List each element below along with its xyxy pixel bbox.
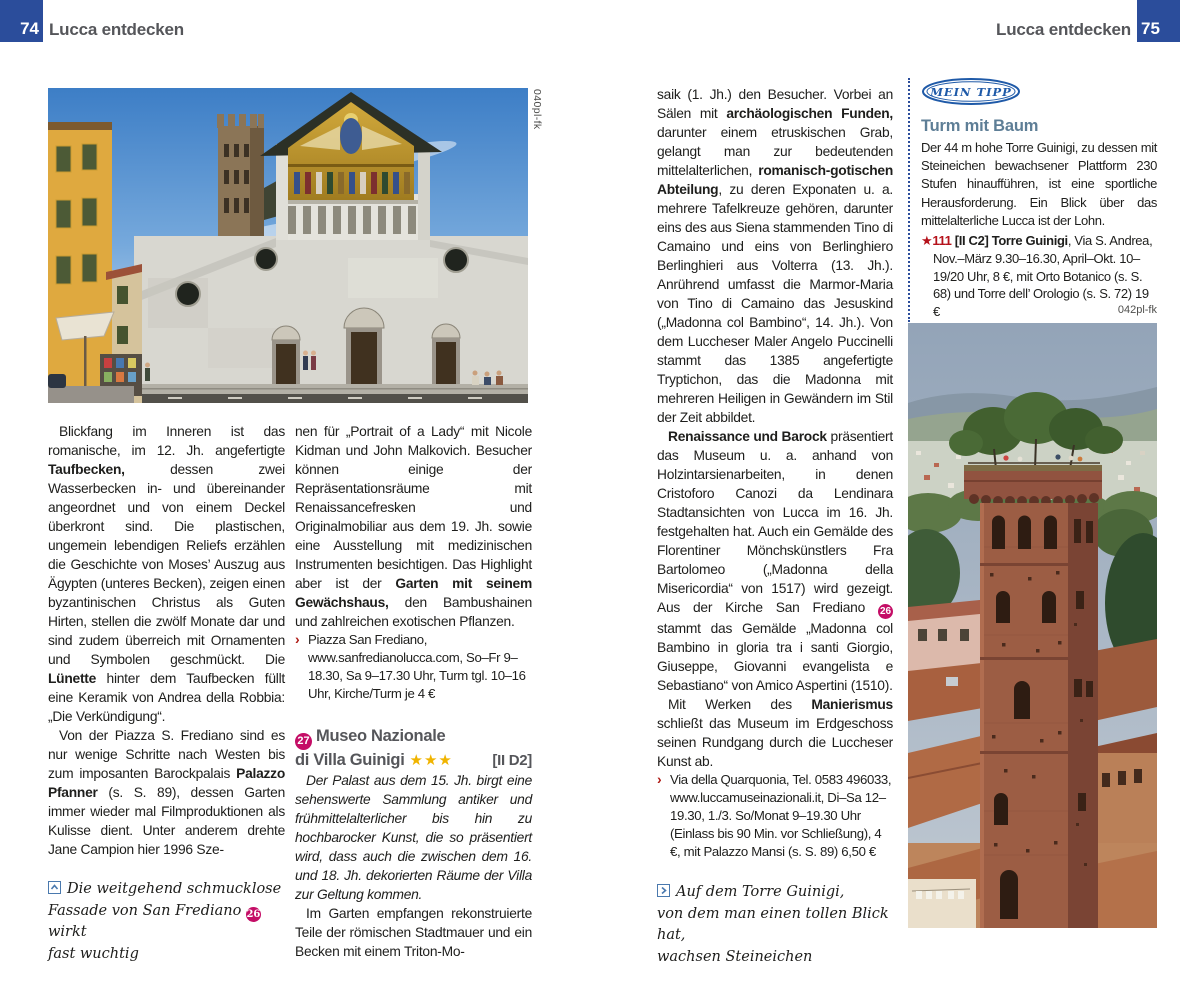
paragraph: Mit Werken des Manierismus schließt das Museum im Erdgeschoss seinen Rundgang durch die Luccheser Kunst ab. bbox=[657, 697, 893, 769]
right-page-number-box bbox=[1137, 0, 1180, 42]
right-column-1 bbox=[657, 85, 893, 861]
sight-heading bbox=[295, 726, 532, 771]
sight-heading-line1: 27 Museo Nazionale bbox=[295, 726, 532, 750]
left-column-1 bbox=[48, 422, 285, 859]
paragraph: Blickfang im Inneren ist das romanische, im 12. Jh. angefertigte Taufbecken, dessen zwei Wasserbecken in- und übereinander angeordnet und von einem Deckel überkront sind. Die plastischen, ungemein lebendigen Reliefs erzählen die Geschichte von Moses’ Auszug aus Ägypten (unteres Becken), zeigen einen byzantinischen Christus als Guten Hirten, stellen die zwölf Monate dar und sind zudem überreich mit Ornamenten und Symbolen geschmückt. Die Lünette hinter dem Taufbecken füllt eine Keramik von Andrea della Robbia: „Die Verkündigung“. bbox=[48, 424, 285, 724]
left-page-number: 74 bbox=[20, 19, 39, 38]
san-frediano-photo bbox=[48, 88, 528, 403]
right-running-title: Lucca entdecken bbox=[996, 20, 1131, 39]
left-page-number-box bbox=[0, 0, 43, 42]
sight-number-badge: 27 bbox=[295, 733, 312, 750]
left-running-title: Lucca entdecken bbox=[49, 20, 184, 39]
info-bullet-icon: › bbox=[657, 771, 662, 787]
left-photo-credit: 040pl-fk bbox=[531, 89, 543, 130]
info-text: Via della Quarquonia, Tel. 0583 496033, www.luccamuseinazionali.it, Di–Sa 12–19.30, 1./3. So/Monat 9–19.30 Uhr (Einlass bis 90 Min. vor Schließung), 4 €, mit Palazzo Mansi (s. S. 89) 6,50 € bbox=[670, 772, 892, 859]
chevron-right-icon bbox=[657, 884, 670, 897]
torre-guinigi-photo bbox=[908, 323, 1157, 928]
left-column-2 bbox=[295, 422, 532, 961]
chevron-up-icon bbox=[48, 881, 61, 894]
paragraph: saik (1. Jh.) den Besucher. Vorbei an Sälen mit archäologischen Funden, darunter einem etruskischen Grab, gelangt man zur bedeutenden mittelalterlichen, romanisch-gotischen Abteilung, zu deren Exponaten u. a. mehrere Tafelkreuze gehören, darunter eins des aus Siena stammenden Tino di Camaino und eins von Berlinghiero Berlinghieri aus Volterra (13. Jh.). Anrührend umfasst die Marmor-Maria von Tino di Camaino das Jesuskind („Madonna col Bambino“, 14. Jh.). Von dem Luccheser Maler Angelo Puccinelli stammt das 1385 angefertigte Tryptichon, das die Madonna mit mehreren Heiligen in Gewändern im Stil der Zeit abbildet. bbox=[657, 87, 893, 425]
info-entry bbox=[295, 631, 532, 703]
caption-text: Die weitgehend schmucklose Fassade von San Frediano 26 wirkt fast wuchtig bbox=[48, 881, 282, 962]
reference-badge: 26 bbox=[879, 606, 892, 617]
rating-stars: ★★★ bbox=[409, 752, 453, 769]
reference-badge: 26 bbox=[246, 908, 261, 920]
tip-info-entry: ★111 [II C2] Torre Guinigi, Via S. Andrea, Nov.–März 9.30–16.30, April–Okt. 10–19/20 Uhr, 8 €, mit Orto Botanico (s. S. 68) und Torre dell’ Orologio (s. S. 72) 19 € bbox=[921, 233, 1153, 320]
tip-title: Turm mit Baum bbox=[921, 117, 1039, 135]
info-entry bbox=[657, 771, 893, 861]
paragraph-italic: Der Palast aus dem 15. Jh. birgt eine sehenswerte Sammlung antiker und frühmittelalterlicher bis hin zu hochbarocker Kunst, die so präsentiert wird, dass auch die zwischen dem 16. und 18. Jh. dekorierten Räume der Villa zur Geltung kommen. bbox=[295, 773, 532, 902]
tip-body: Der 44 m hohe Torre Guinigi, zu dessen mit Steineichen bewachsener Plattform 230 Stufen hinaufführen, ist eine sportliche Herausforderung. Ein Blick über das mittelalterliche Lucca ist der Lohn. bbox=[921, 140, 1157, 228]
caption-text: Auf dem Torre Guinigi, von dem man einen tollen Blick hat, wachsen Steineichen bbox=[657, 884, 889, 965]
info-bullet-icon: › bbox=[295, 631, 300, 647]
paragraph: Von der Piazza S. Frediano sind es nur wenige Schritte nach Westen bis zum imposanten Barockpalais Palazzo Pfanner (s. S. 89), dessen Garten immer wieder mal Filmproduktionen als Kulisse dient. Unter anderem drehte Jane Campion hier 1996 Sze- bbox=[48, 728, 285, 857]
right-photo-credit: 042pl-fk bbox=[1117, 304, 1157, 316]
right-photo-caption bbox=[657, 882, 897, 968]
sight-heading-line2: di Villa Guinigi ★★★ [II D2] bbox=[295, 751, 532, 769]
mein-tipp-logo bbox=[921, 78, 1021, 105]
left-photo-caption bbox=[48, 879, 283, 965]
paragraph: Im Garten empfangen rekonstruierte Teile der römischen Stadtmauer und ein Becken mit einem Triton-Mo- bbox=[295, 906, 532, 959]
tower bbox=[964, 465, 1102, 928]
map-grid-reference: [II D2] bbox=[492, 752, 532, 769]
bell-tower bbox=[217, 114, 264, 240]
paragraph: nen für „Portrait of a Lady“ mit Nicole Kidman und John Malkovich. Besucher können einige der Repräsentationsräume mit Renaissancefresken und Originalmobiliar aus dem 19. Jh. sowie eine Ausstellung mit medizinischen Instrumenten besichtigen. Das Highlight aber ist der Garten mit seinem Gewächshaus, den Bambushainen und zahlreichen exotischen Pflanzen. bbox=[295, 424, 532, 629]
right-page-number: 75 bbox=[1141, 19, 1160, 38]
mein-tipp-box bbox=[908, 78, 1157, 322]
mein-tipp-logo-text: MEIN TIPP bbox=[930, 85, 1012, 99]
info-text: Piazza San Frediano, www.sanfredianolucca.com, So–Fr 9–18.30, Sa 9–17.30 Uhr, Turm tgl. 10–16 Uhr, Kirche/Turm je 4 € bbox=[308, 632, 526, 701]
paragraph: Renaissance und Barock präsentiert das Museum u. a. anhand von Holzintarsienarbeiten, in denen Cristoforo Canozi da Lendinara Stadtansichten von Lucca im 16. Jh. festgehalten hat. Auch ein Gemälde des Florentiner Mönchskünstlers Fra Bartolomeo („Madonna della Misericordia“ von 1517) wird gezeigt. Aus der Kirche San Frediano 26 stammt das Gemälde „Madonna col Bambino in gloria tra i santi Giorgio, Giuseppe, Giovanni evangelista e Sebastiano“ von Amico Aspertini (1510). bbox=[657, 429, 893, 693]
